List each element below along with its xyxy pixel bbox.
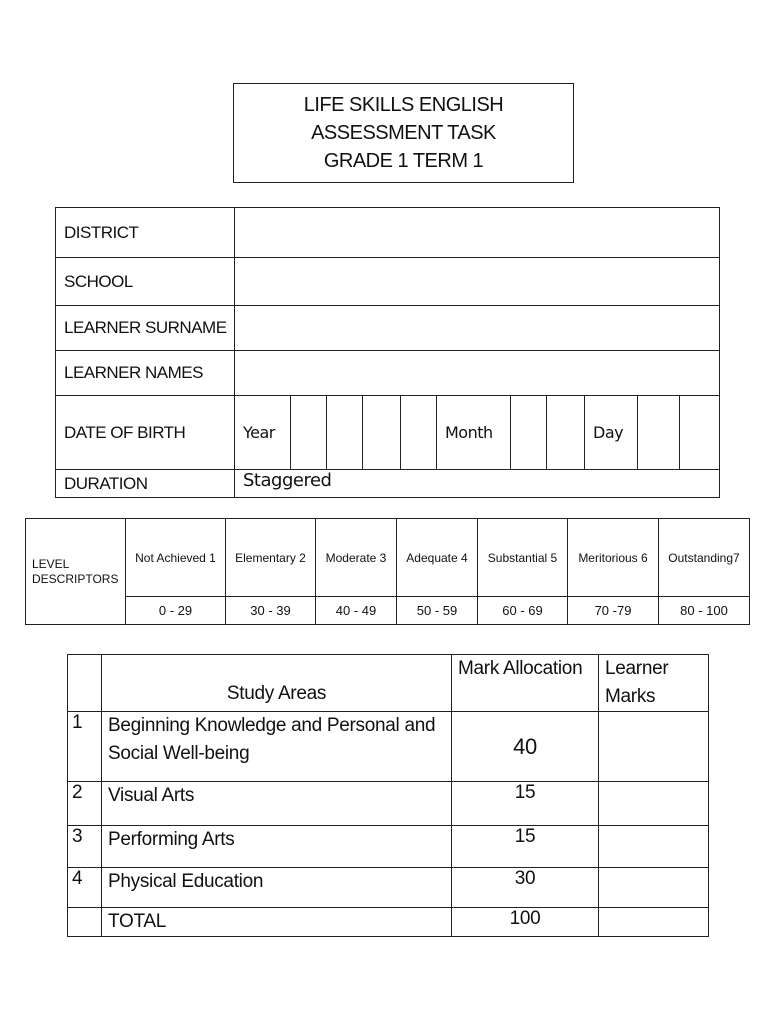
dob-row <box>56 396 720 470</box>
study-areas-header <box>68 655 709 712</box>
duration-value: Staggered <box>235 470 720 498</box>
year-box-4[interactable] <box>401 396 437 470</box>
header-study-areas: Study Areas <box>102 655 452 712</box>
level-name: Substantial 5 <box>478 519 568 597</box>
level-range: 60 - 69 <box>478 597 568 625</box>
names-row <box>56 351 720 396</box>
title-box <box>233 83 574 183</box>
study-area-row <box>68 782 709 826</box>
header-learner-marks: Learner Marks <box>599 655 709 712</box>
level-range: 40 - 49 <box>316 597 397 625</box>
level-name: Meritorious 6 <box>568 519 659 597</box>
year-box-3[interactable] <box>363 396 401 470</box>
total-row <box>68 908 709 937</box>
district-label: DISTRICT <box>56 208 235 258</box>
names-label: LEARNER NAMES <box>56 351 235 396</box>
mark-allocation: 40 <box>452 712 599 782</box>
day-label: Day <box>585 396 638 470</box>
row-number: 2 <box>68 782 102 826</box>
level-range: 30 - 39 <box>226 597 316 625</box>
level-descriptors-label: LEVEL DESCRIPTORS <box>26 519 126 625</box>
study-area-row <box>68 826 709 868</box>
total-label: TOTAL <box>102 908 452 937</box>
mark-allocation: 30 <box>452 868 599 908</box>
level-ranges-row <box>26 597 750 625</box>
header-mark-allocation: Mark Allocation <box>452 655 599 712</box>
level-name: Not Achieved 1 <box>126 519 226 597</box>
level-names-row <box>26 519 750 597</box>
total-learner-mark-field[interactable] <box>599 908 709 937</box>
level-range: 80 - 100 <box>659 597 750 625</box>
month-box-2[interactable] <box>547 396 585 470</box>
learner-mark-field[interactable] <box>599 782 709 826</box>
surname-field[interactable] <box>235 306 720 351</box>
title-line-2: ASSESSMENT TASK <box>311 122 496 144</box>
mark-allocation: 15 <box>452 782 599 826</box>
study-area-name: Visual Arts <box>102 782 452 826</box>
surname-label: LEARNER SURNAME <box>56 306 235 351</box>
month-box-1[interactable] <box>511 396 547 470</box>
row-number: 1 <box>68 712 102 782</box>
learner-mark-field[interactable] <box>599 826 709 868</box>
level-name: Outstanding7 <box>659 519 750 597</box>
study-areas-table <box>67 654 709 937</box>
level-name: Moderate 3 <box>316 519 397 597</box>
level-range: 0 - 29 <box>126 597 226 625</box>
month-label: Month <box>437 396 511 470</box>
district-row <box>56 208 720 258</box>
year-box-2[interactable] <box>327 396 363 470</box>
study-area-name: Physical Education <box>102 868 452 908</box>
level-range: 70 -79 <box>568 597 659 625</box>
study-area-name: Performing Arts <box>102 826 452 868</box>
learner-mark-field[interactable] <box>599 712 709 782</box>
school-field[interactable] <box>235 258 720 306</box>
header-num <box>68 655 102 712</box>
level-name: Adequate 4 <box>397 519 478 597</box>
title-line-3: GRADE 1 TERM 1 <box>323 150 484 172</box>
level-name: Elementary 2 <box>226 519 316 597</box>
mark-allocation: 15 <box>452 826 599 868</box>
dob-label: DATE OF BIRTH <box>56 396 235 470</box>
district-field[interactable] <box>235 208 720 258</box>
year-label: Year <box>235 396 291 470</box>
year-box-1[interactable] <box>291 396 327 470</box>
names-field[interactable] <box>235 351 720 396</box>
level-range: 50 - 59 <box>397 597 478 625</box>
school-row <box>56 258 720 306</box>
learner-mark-field[interactable] <box>599 868 709 908</box>
total-mark: 100 <box>452 908 599 937</box>
duration-row <box>56 470 720 498</box>
row-number: 4 <box>68 868 102 908</box>
school-label: SCHOOL <box>56 258 235 306</box>
day-box-2[interactable] <box>680 396 720 470</box>
title-line-1: LIFE SKILLS ENGLISH <box>303 94 504 116</box>
study-area-row <box>68 712 709 782</box>
level-descriptors-table <box>25 518 750 625</box>
row-number: 3 <box>68 826 102 868</box>
total-num <box>68 908 102 937</box>
learner-info-table <box>55 207 720 498</box>
day-box-1[interactable] <box>638 396 680 470</box>
duration-label: DURATION <box>56 470 235 498</box>
study-area-row <box>68 868 709 908</box>
study-area-name: Beginning Knowledge and Personal and Social Well-being <box>102 712 452 782</box>
surname-row <box>56 306 720 351</box>
